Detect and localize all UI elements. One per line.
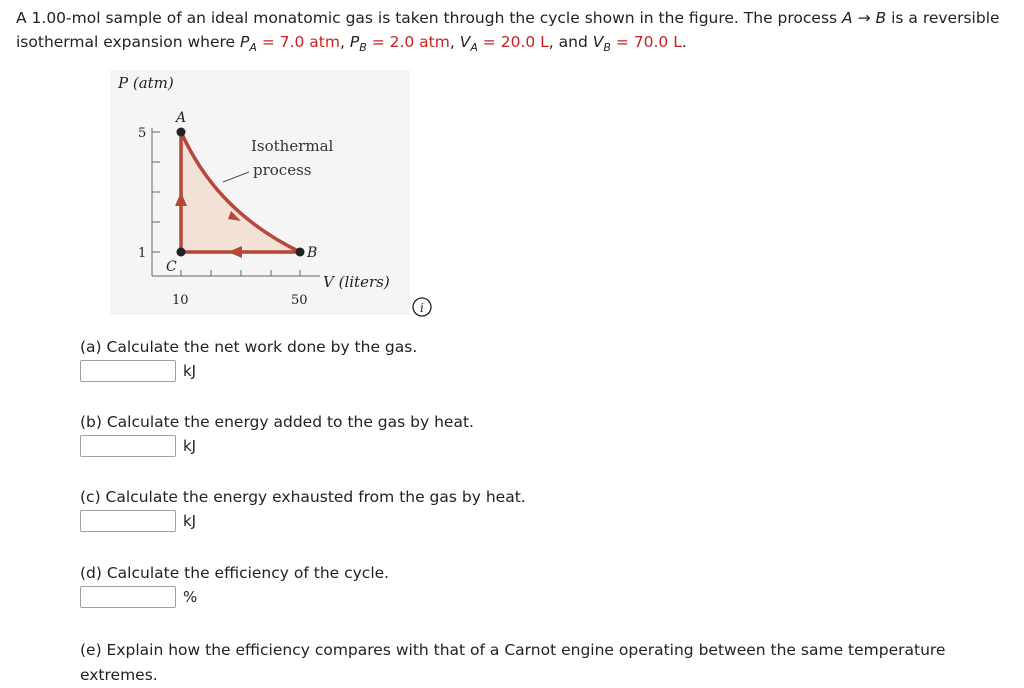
pv-diagram <box>0 0 460 325</box>
pressure-a-symbol: P <box>239 33 250 51</box>
unit-label-b: kJ <box>183 437 197 455</box>
process-end-label: B <box>875 9 887 27</box>
answer-input-b[interactable] <box>80 435 176 457</box>
process-arrow: → <box>857 9 871 27</box>
point-c <box>177 248 186 257</box>
unit-label-d: % <box>183 588 198 606</box>
question-e: (e) Explain how the efficiency compares with that of a Carnot engine operating between the same temperature extremes. <box>80 641 946 684</box>
y-axis-label: P (atm) <box>118 74 174 92</box>
point-c-label: C <box>166 259 177 275</box>
volume-a-symbol: V <box>459 33 471 51</box>
point-a-label: A <box>176 110 187 126</box>
problem-end: . <box>681 33 687 51</box>
volume-b-symbol: V <box>592 33 604 51</box>
unit-label-c: kJ <box>183 512 197 530</box>
annotation-process: process <box>253 161 312 179</box>
problem-statement: A 1.00-mol sample of an ideal monatomic gas is taken through the cycle shown in the figure. The process A → B is a reversible isothermal expansion where $P_A = 7.0$ atm, $P_B = 2.0$ atm, $V_A = 20.0$ L, and $V_B = 70.0$ L. <box>16 9 1000 54</box>
answer-row-a <box>80 360 196 382</box>
pressure-b-symbol: P <box>349 33 360 51</box>
pressure-a-value: = 7.0 atm <box>261 33 340 51</box>
question-d: (d) Calculate the efficiency of the cycle. <box>80 564 390 582</box>
x-tick-label: 10 <box>172 293 189 308</box>
pressure-b-value: = 2.0 atm <box>371 33 450 51</box>
volume-a-subscript: A <box>470 41 478 54</box>
x-tick-label: 50 <box>291 293 308 308</box>
info-icon[interactable] <box>413 298 431 316</box>
answer-row-d <box>80 586 197 608</box>
problem-intro: A 1.00-mol sample of an ideal monatomic gas is taken through the cycle shown in the figure. The process <box>16 9 843 27</box>
point-a <box>177 128 186 137</box>
x-axis-label: V (liters) <box>323 273 390 291</box>
answer-input-d[interactable] <box>80 586 176 608</box>
answer-row-c <box>80 510 196 532</box>
pressure-a-subscript: A <box>249 41 257 54</box>
volume-b-subscript: B <box>603 41 611 54</box>
y-tick-label: 1 <box>138 246 147 261</box>
and-text: , and <box>548 33 593 51</box>
problem-mid: is a reversible isothermal expansion where <box>16 9 1000 51</box>
process-start-label: A <box>842 9 853 27</box>
svg-text:i: i <box>420 301 424 315</box>
y-tick-label: 5 <box>138 126 147 141</box>
volume-b-value: = 70.0 L <box>615 33 682 51</box>
point-b-label: B <box>307 245 318 261</box>
question-b: (b) Calculate the energy added to the gas by heat. <box>80 413 474 431</box>
answer-input-c[interactable] <box>80 510 176 532</box>
answer-row-b <box>80 435 196 457</box>
annotation-isothermal: Isothermal <box>251 137 334 155</box>
point-b <box>296 248 305 257</box>
unit-label-a: kJ <box>183 362 197 380</box>
answer-input-a[interactable] <box>80 360 176 382</box>
question-c: (c) Calculate the energy exhausted from the gas by heat. <box>80 488 526 506</box>
volume-a-value: = 20.0 L <box>482 33 549 51</box>
pressure-b-subscript: B <box>359 41 367 54</box>
question-a: (a) Calculate the net work done by the gas. <box>80 338 418 356</box>
